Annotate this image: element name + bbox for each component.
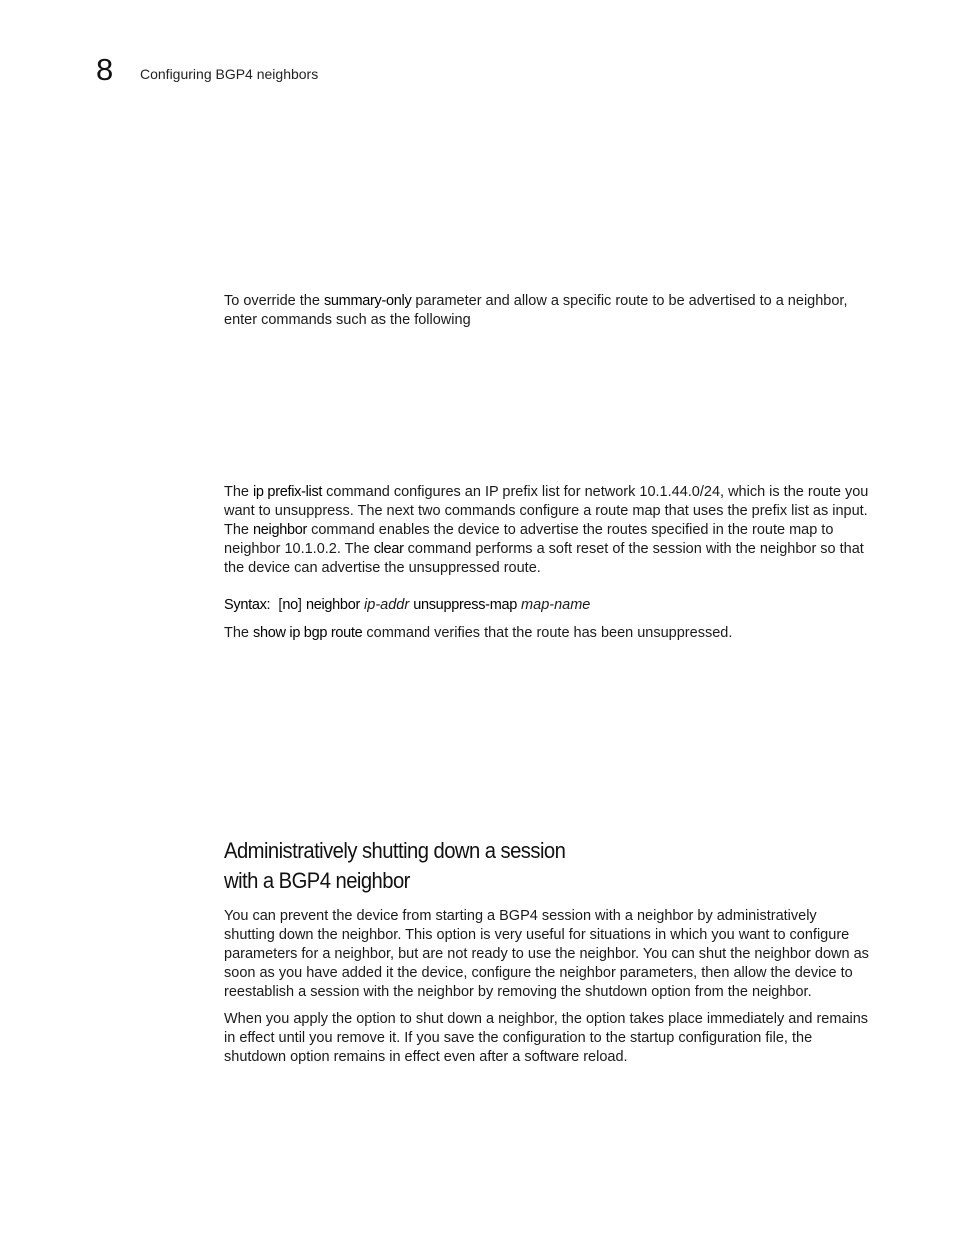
syntax-line <box>224 596 870 615</box>
text-run: command configures an IP prefix list for network 10.1.44.0/24, which is the route you want to unsuppress. The next two commands configure a route map that uses the prefix list as input. The <box>224 484 869 538</box>
syntax-bracket: ] <box>297 597 302 613</box>
text-run: The <box>224 484 254 500</box>
text-run: command enables the device to advertise the routes specified in the route map to neighbor 10.1.0.2. The <box>224 522 834 557</box>
syntax-ip-addr-variable: ip-addr <box>364 597 410 613</box>
text-run: command performs a soft reset of the session with the neighbor so that the device can advertise the unsuppressed route. <box>224 541 864 576</box>
section-heading <box>224 836 610 896</box>
text-run: parameter and allow a specific route to be advertised to a neighbor, enter commands such as the following <box>224 293 848 328</box>
command-keyword: ip prefix-list <box>253 484 323 500</box>
syntax-bracket: [ <box>278 597 283 613</box>
summary-only-paragraph <box>224 292 870 330</box>
running-header: Configuring BGP4 neighbors <box>140 66 319 82</box>
syntax-neighbor-keyword: neighbor <box>305 597 360 613</box>
syntax-unsuppress-map-keyword: unsuppress-map <box>413 597 518 613</box>
section-heading-line: Administratively shutting down a session <box>224 838 566 863</box>
shutdown-intro-paragraph: You can prevent the device from starting a BGP4 session with a neighbor by administratively shutting down the neighbor. This option is very useful for situations in which you want to configure parameters for a neighbor, but are not ready to use the neighbor. You can shut the neighbor down as soon as you have added it the device, configure the neighbor parameters, then allow the device to reestablish a session with the neighbor by removing the shutdown option from the neighbor. <box>224 908 869 1000</box>
prefix-list-paragraph <box>224 483 870 578</box>
command-keyword: summary-only <box>323 293 412 309</box>
command-keyword: neighbor <box>253 522 308 538</box>
text-run: command verifies that the route has been unsuppressed. <box>362 625 733 641</box>
text-run: To override the <box>224 293 324 309</box>
syntax-no-keyword: no <box>282 597 298 613</box>
syntax-map-name-variable: map-name <box>521 597 591 613</box>
text-run: The <box>224 625 254 641</box>
command-keyword: clear <box>373 541 404 557</box>
syntax-label: Syntax: <box>224 597 271 613</box>
chapter-number: 8 <box>96 52 114 87</box>
shutdown-effect-paragraph: When you apply the option to shut down a neighbor, the option takes place immediately and remains in effect until you remove it. If you save the configuration to the startup configuration file, the shutdown option remains in effect even after a software reload. <box>224 1011 869 1065</box>
show-ip-bgp-paragraph <box>224 624 870 643</box>
section-heading-line: with a BGP4 neighbor <box>224 868 410 893</box>
command-keyword: show ip bgp route <box>253 625 363 641</box>
